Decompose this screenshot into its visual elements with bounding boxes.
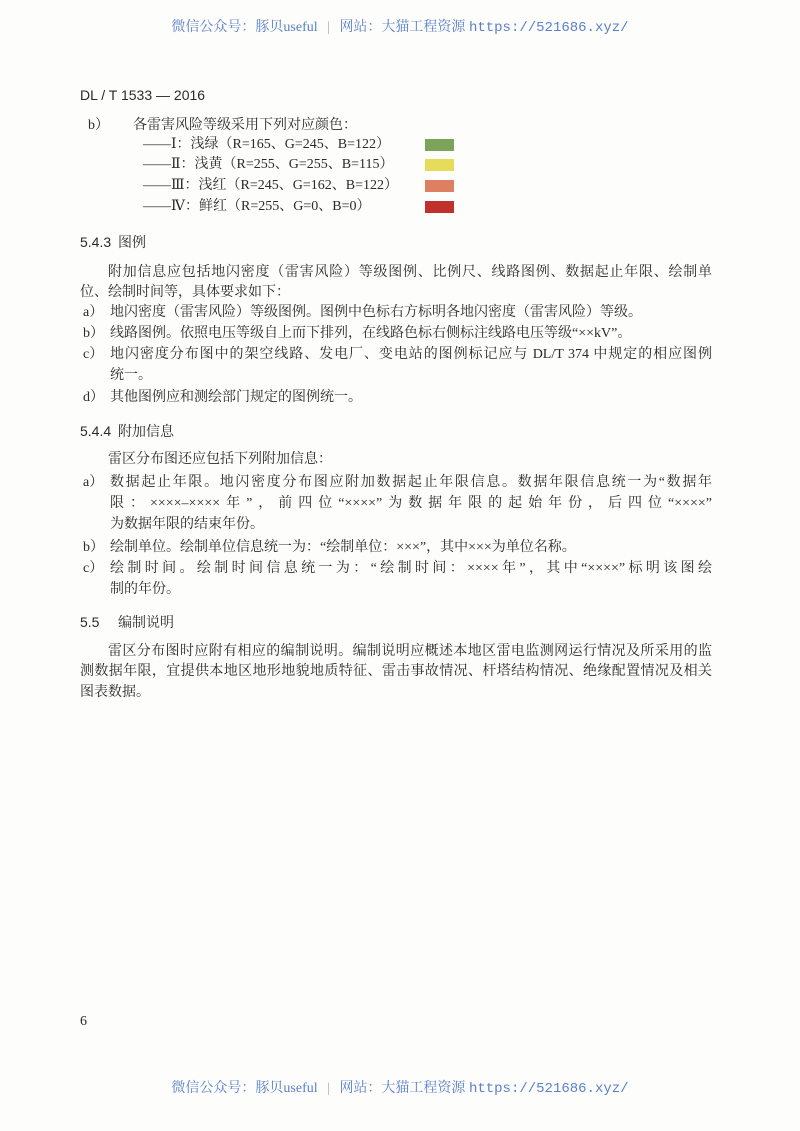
colors-intro: 各雷害风险等级采用下列对应颜色： xyxy=(133,118,357,133)
paragraph-line: 测数据年限，宜提供本地区地形地貌地质特征、雷击事故情况、杆塔结构情况、绝缘配置情况及相关 xyxy=(80,664,712,679)
list-item-line: 线路图例。依照电压等级自上而下排列，在线路色标右侧标注线路电压等级“××kV”。 xyxy=(110,326,632,341)
paragraph-line: 图表数据。 xyxy=(80,685,150,700)
list-label: c） xyxy=(83,561,104,576)
list-item-line: 其他图例应和测绘部门规定的图例统一。 xyxy=(110,390,362,405)
document-header: DL / T 1533 — 2016 xyxy=(80,87,206,103)
list-item-line: 绘制时间。绘制时间信息统一为：“绘制时间：××××年”，其中“××××”标明该图绘 xyxy=(110,561,712,576)
watermark-bottom xyxy=(0,1080,800,1098)
watermark-wechat: 微信公众号：豚贝useful xyxy=(171,1081,318,1096)
list-item-line: 限：××××–××××年”，前四位“××××”为数据年限的起始年份，后四位“××××” xyxy=(110,496,712,511)
watermark-site: 网站：大猫工程资源 xyxy=(339,1081,466,1096)
risk-level-item: ——Ⅱ：浅黄（R=255、G=255、B=115） xyxy=(143,157,394,172)
risk-level-item: ——Ⅲ：浅红（R=245、G=162、B=122） xyxy=(143,178,398,193)
watermark-separator: | xyxy=(327,1081,330,1096)
list-item-line: 地闪密度分布图中的架空线路、发电厂、变电站的图例标记应与 DL/T 374 中规定的相应图例 xyxy=(110,347,712,362)
section-title: 编制说明 xyxy=(118,614,174,630)
section-number: 5.5 xyxy=(80,614,100,630)
risk-level-item: ——Ⅰ：浅绿（R=165、G=245、B=122） xyxy=(143,137,391,152)
list-item-line: 统一。 xyxy=(110,368,152,383)
color-swatch xyxy=(425,180,454,192)
section-number: 5.4.4 xyxy=(80,423,112,439)
list-label: a） xyxy=(83,305,104,320)
paragraph-line: 雷区分布图时应附有相应的编制说明。编制说明应概述本地区雷电监测网运行情况及所采用的监 xyxy=(108,644,712,659)
watermark-separator: | xyxy=(327,20,330,35)
color-swatch xyxy=(425,201,454,213)
color-swatch xyxy=(425,139,454,151)
list-label: c） xyxy=(83,347,104,362)
list-label: d） xyxy=(83,390,104,405)
section-title: 附加信息 xyxy=(118,423,174,439)
list-item-line: 地闪密度（雷害风险）等级图例。图例中色标右方标明各地闪密度（雷害风险）等级。 xyxy=(110,305,642,320)
paragraph-line: 雷区分布图还应包括下列附加信息： xyxy=(108,452,332,467)
list-label: a） xyxy=(83,475,104,490)
watermark-top xyxy=(0,19,800,37)
color-swatch xyxy=(425,159,454,171)
risk-level-item: ——Ⅳ：鲜红（R=255、G=0、B=0） xyxy=(143,199,371,214)
watermark-url: https://521686.xyz/ xyxy=(468,1081,629,1097)
watermark-wechat: 微信公众号：豚贝useful xyxy=(171,20,318,35)
page-number: 6 xyxy=(80,1014,87,1029)
paragraph-line: 附加信息应包括地闪密度（雷害风险）等级图例、比例尺、线路图例、数据起止年限、绘制单 xyxy=(108,265,712,280)
watermark-site: 网站：大猫工程资源 xyxy=(339,20,466,35)
list-item-line: 为数据年限的结束年份。 xyxy=(110,517,264,532)
list-label: b） xyxy=(83,540,104,555)
list-label: b） xyxy=(83,326,104,341)
list-item-line: 绘制单位。绘制单位信息统一为：“绘制单位：×××”，其中×××为单位名称。 xyxy=(110,540,576,555)
section-number: 5.4.3 xyxy=(80,234,112,250)
list-item-line: 制的年份。 xyxy=(110,582,180,597)
list-label: b） xyxy=(88,118,109,133)
paragraph-line: 位、绘制时间等，具体要求如下： xyxy=(80,285,290,300)
list-item-line: 数据起止年限。地闪密度分布图应附加数据起止年限信息。数据年限信息统一为“数据年 xyxy=(110,475,712,490)
watermark-url: https://521686.xyz/ xyxy=(468,20,629,36)
section-title: 图例 xyxy=(118,234,146,250)
